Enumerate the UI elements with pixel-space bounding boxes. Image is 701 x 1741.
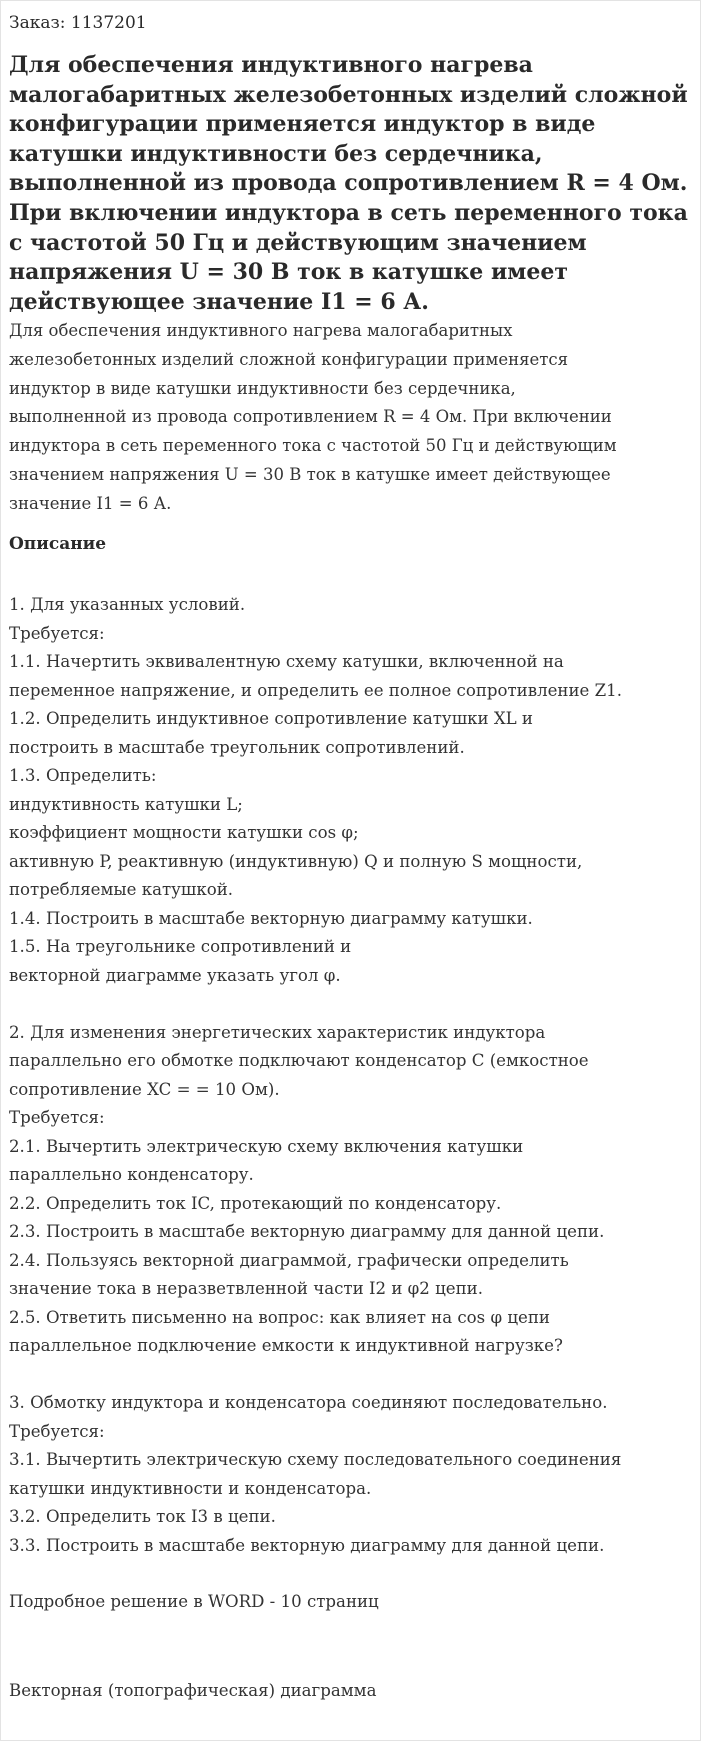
lead-line: железобетонных изделий сложной конфигурации применяется [9, 349, 569, 369]
solution-note: Подробное решение в WORD - 10 страниц [9, 1592, 379, 1611]
task-line: 1.3. Определить: [9, 766, 157, 785]
task-line: 2.5. Ответить письменно на вопрос: как влияет на cos φ цепи [9, 1307, 550, 1327]
task-line: значение тока в неразветвленной части I2 и φ2 цепи. [9, 1279, 483, 1298]
diagram-caption: Векторная (топографическая) диаграмма [9, 1681, 377, 1700]
order-number: Заказ: 1137201 [9, 13, 147, 33]
page-title: Для обеспечения индуктивного нагрева малогабаритных железобетонных изделий сложной конфигурации применяется индуктор в виде катушки индуктивности без сердечника, выполненной из провода сопротивлением R = 4 Ом. При включении индуктора в сеть переменного тока с частотой 50 Гц и действующим значением напряжения U = 30 В ток в катушке имеет действующее значение I1 = 6 А. [9, 52, 688, 315]
task-line: 2. Для изменения энергетических характеристик индуктора [9, 1022, 546, 1042]
description-heading: Описание [9, 534, 107, 554]
task-line: 2.4. Пользуясь векторной диаграммой, графически определить [9, 1250, 569, 1270]
task-line: параллельно конденсатору. [9, 1165, 254, 1184]
task-line: 3.1. Вычертить электрическую схему последовательного соединения [9, 1450, 622, 1469]
task-line: построить в масштабе треугольник сопротивлений. [9, 737, 465, 757]
paragraph-gap [9, 1361, 699, 1390]
task-line: 1.2. Определить индуктивное сопротивление катушки XL и [9, 709, 533, 728]
paragraph-gap [9, 990, 699, 1019]
task-line: 3.3. Построить в масштабе векторную диаграмму для данной цепи. [9, 1535, 605, 1555]
description-body [9, 591, 699, 1560]
task-line: 1.1. Начертить эквивалентную схему катушки, включенной на [9, 652, 564, 671]
task-line: коэффициент мощности катушки cos φ; [9, 823, 359, 842]
task-line: параллельно его обмотке подключают конденсатор С (емкостное [9, 1051, 589, 1070]
task-line: 1.4. Построить в масштабе векторную диаграмму катушки. [9, 908, 533, 928]
lead-line: значением напряжения U = 30 В ток в катушке имеет действующее [9, 464, 611, 484]
task-line: 2.2. Определить ток IC, протекающий по конденсатору. [9, 1193, 502, 1213]
task-line: параллельное подключение емкости к индуктивной нагрузке? [9, 1336, 563, 1355]
task-line: переменное напряжение, и определить ее полное сопротивление Z1. [9, 680, 623, 700]
task-line: векторной диаграмме указать угол φ. [9, 965, 341, 985]
task-line: Требуется: [9, 623, 105, 643]
task-line: катушки индуктивности и конденсатора. [9, 1478, 372, 1498]
lead-line: индуктор в виде катушки индуктивности без сердечника, [9, 378, 516, 398]
task-line: 2.3. Построить в масштабе векторную диаграмму для данной цепи. [9, 1222, 605, 1241]
task-line: 1. Для указанных условий. [9, 595, 246, 614]
task-line: потребляемые катушкой. [9, 880, 234, 899]
task-line: сопротивление XC = = 10 Ом). [9, 1079, 280, 1099]
task-line: Требуется: [9, 1108, 105, 1127]
task-line: Требуется: [9, 1421, 105, 1441]
task-line: индуктивность катушки L; [9, 794, 243, 814]
task-line: 1.5. На треугольнике сопротивлений и [9, 937, 352, 956]
lead-line: значение I1 = 6 А. [9, 493, 172, 513]
lead-paragraph [9, 317, 699, 519]
lead-line: выполненной из провода сопротивлением R = 4 Ом. При включении [9, 407, 612, 427]
task-line: 3. Обмотку индуктора и конденсатора соединяют последовательно. [9, 1393, 608, 1412]
lead-line: Для обеспечения индуктивного нагрева малогабаритных [9, 321, 513, 340]
task-line: 3.2. Определить ток I3 в цепи. [9, 1507, 276, 1526]
task-line: 2.1. Вычертить электрическую схему включения катушки [9, 1136, 524, 1156]
lead-line: индуктора в сеть переменного тока с частотой 50 Гц и действующим [9, 436, 617, 456]
task-line: активную P, реактивную (индуктивную) Q и полную S мощности, [9, 851, 583, 871]
